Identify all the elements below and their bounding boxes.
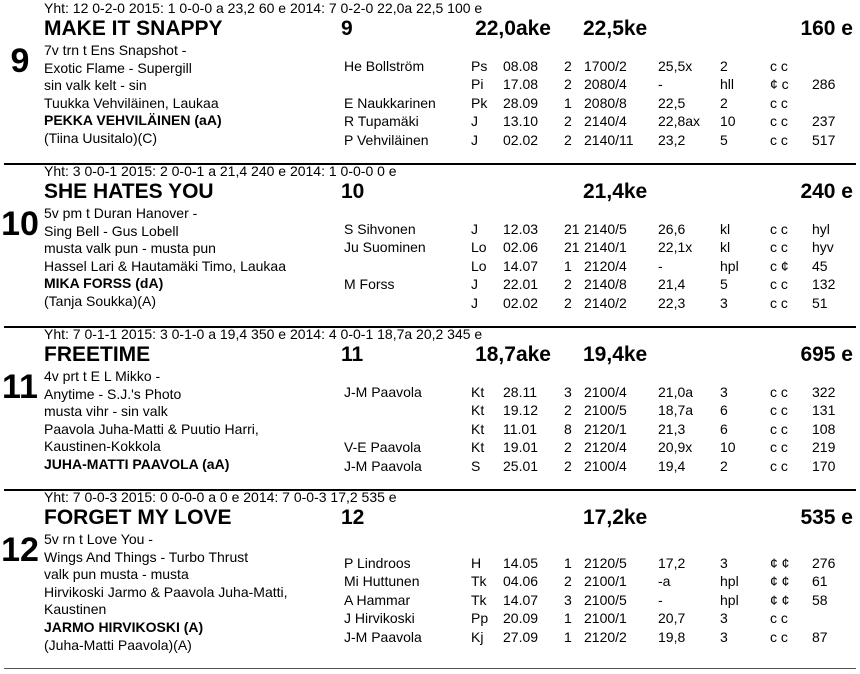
race-shoes: ¢ ¢ bbox=[770, 555, 790, 571]
start-number: 10 bbox=[341, 180, 365, 203]
info-line: Kaustinen-Kokkola bbox=[44, 438, 161, 455]
horse-entry bbox=[0, 326, 860, 488]
race-prize: 170 bbox=[812, 458, 836, 474]
race-distance: 2100/5 bbox=[584, 592, 627, 608]
race-time: 19,4 bbox=[658, 458, 686, 474]
start-number: 12 bbox=[341, 506, 365, 529]
info-line: 5v pm t Duran Hanover - bbox=[44, 205, 198, 221]
race-shoes: c c bbox=[770, 402, 788, 418]
race-place: 2 bbox=[720, 458, 728, 474]
race-distance: 1700/2 bbox=[584, 58, 627, 74]
race-start: 21 bbox=[564, 221, 580, 237]
race-date: 08.08 bbox=[503, 58, 539, 74]
race-distance: 2140/11 bbox=[584, 132, 634, 148]
race-shoes: c c bbox=[770, 458, 788, 474]
race-date: 22.01 bbox=[503, 276, 539, 292]
race-date: 12.03 bbox=[503, 221, 539, 237]
race-prize: 286 bbox=[812, 76, 836, 92]
race-time: - bbox=[658, 592, 663, 608]
race-track: Tk bbox=[471, 592, 487, 608]
race-prize: 322 bbox=[812, 384, 836, 400]
race-shoes: c c bbox=[770, 95, 788, 111]
race-place: 2 bbox=[720, 58, 728, 74]
race-place: 6 bbox=[720, 402, 728, 418]
race-place: 10 bbox=[720, 113, 736, 129]
race-prize: 219 bbox=[812, 439, 836, 455]
race-track: J bbox=[471, 221, 478, 237]
race-time: 26,6 bbox=[658, 221, 686, 237]
record-best: 17,2ke bbox=[583, 506, 648, 529]
race-distance: 2100/4 bbox=[584, 458, 627, 474]
race-time: 18,7a bbox=[658, 402, 694, 418]
race-start: 8 bbox=[564, 421, 572, 437]
record-auto: 22,0ake bbox=[475, 17, 551, 40]
race-track: S bbox=[471, 458, 481, 474]
race-place: hpl bbox=[720, 573, 739, 589]
race-track: Kt bbox=[471, 402, 485, 418]
race-shoes: ¢ ¢ bbox=[770, 592, 790, 608]
race-start: 3 bbox=[564, 592, 572, 608]
race-shoes: c c bbox=[770, 132, 788, 148]
big-start-number: 12 bbox=[1, 531, 39, 569]
race-distance: 2100/5 bbox=[584, 402, 627, 418]
race-start: 1 bbox=[564, 258, 572, 274]
career-stats: Yht: 12 0-2-0 2015: 1 0-0-0 a 23,2 60 e 2014: 7 0-2-0 22,0a 22,5 100 e bbox=[44, 0, 483, 16]
race-date: 28.11 bbox=[503, 384, 537, 400]
race-start: 2 bbox=[564, 58, 572, 74]
race-date: 02.06 bbox=[503, 239, 539, 255]
race-distance: 2120/4 bbox=[584, 258, 627, 274]
info-line: valk pun musta - musta bbox=[44, 566, 189, 583]
race-date: 19.01 bbox=[503, 439, 539, 455]
horse-info bbox=[44, 205, 286, 311]
record-auto: 18,7ake bbox=[475, 343, 551, 366]
race-place: 3 bbox=[720, 555, 728, 571]
info-line: musta valk pun - musta pun bbox=[44, 240, 216, 257]
race-track: Kt bbox=[471, 421, 485, 437]
career-stats: Yht: 7 0-1-1 2015: 3 0-1-0 a 19,4 350 e 2014: 4 0-0-1 18,7a 20,2 345 e bbox=[44, 326, 483, 342]
big-start-number: 9 bbox=[10, 42, 30, 80]
info-line: Paavola Juha-Matti & Puutio Harri, bbox=[44, 420, 259, 437]
race-driver: Ju Suominen bbox=[344, 239, 426, 255]
info-line: Wings And Things - Turbo Thrust bbox=[44, 548, 249, 565]
race-place: 3 bbox=[720, 295, 728, 311]
info-line: Anytime - S.J.'s Photo bbox=[44, 385, 182, 402]
race-distance: 2120/5 bbox=[584, 555, 627, 571]
race-date: 02.02 bbox=[503, 132, 539, 148]
info-line: Sing Bell - Gus Lobell bbox=[44, 222, 179, 239]
race-date: 14.07 bbox=[503, 592, 539, 608]
info-line: 4v prt t E L Mikko - bbox=[44, 368, 161, 384]
race-driver: P Lindroos bbox=[344, 555, 411, 571]
big-start-number: 10 bbox=[1, 205, 39, 243]
race-driver: E Naukkarinen bbox=[344, 95, 436, 111]
race-time: 21,3 bbox=[658, 421, 686, 437]
race-date: 17.08 bbox=[503, 76, 539, 92]
info-line: 5v rn t Love You - bbox=[44, 531, 153, 547]
race-distance: 2080/4 bbox=[584, 76, 627, 92]
info-line: 7v trn t Ens Snapshot - bbox=[44, 42, 187, 58]
race-shoes: c c bbox=[770, 421, 788, 437]
race-start: 1 bbox=[564, 610, 572, 626]
race-shoes: c c bbox=[770, 439, 788, 455]
race-driver: He Bollström bbox=[344, 58, 425, 74]
race-shoes: ¢ ¢ bbox=[770, 573, 790, 589]
race-driver: J Hirvikoski bbox=[344, 610, 415, 626]
race-time: 22,5 bbox=[658, 95, 686, 111]
race-prize: hyl bbox=[812, 221, 830, 237]
horse-info bbox=[44, 368, 259, 474]
horse-name: FORGET MY LOVE bbox=[44, 506, 232, 529]
race-prize: 51 bbox=[812, 295, 828, 311]
race-start: 2 bbox=[564, 76, 572, 92]
race-date: 13.10 bbox=[503, 113, 539, 129]
info-line: Hirvikoski Jarmo & Paavola Juha-Matti, bbox=[44, 583, 288, 600]
race-time: - bbox=[658, 76, 663, 92]
race-start: 1 bbox=[564, 555, 572, 571]
race-date: 19.12 bbox=[503, 402, 539, 418]
race-time: 17,2 bbox=[658, 555, 686, 571]
race-distance: 2100/4 bbox=[584, 384, 627, 400]
race-shoes: c ¢ bbox=[770, 258, 789, 274]
race-time: 20,9x bbox=[658, 439, 693, 455]
race-place: 6 bbox=[720, 421, 728, 437]
race-start: 2 bbox=[564, 132, 572, 148]
earnings: 535 e bbox=[800, 506, 853, 529]
race-track: Ps bbox=[471, 58, 488, 74]
info-line: Tuukka Vehviläinen, Laukaa bbox=[44, 94, 219, 111]
race-driver: Mi Huttunen bbox=[344, 573, 420, 589]
race-distance: 2120/4 bbox=[584, 439, 627, 455]
race-track: Pi bbox=[471, 76, 484, 92]
race-prize: 132 bbox=[812, 276, 836, 292]
race-distance: 2140/2 bbox=[584, 295, 627, 311]
horse-entry bbox=[0, 0, 860, 162]
race-place: hll bbox=[720, 76, 735, 92]
info-line: Hassel Lari & Hautamäki Timo, Laukaa bbox=[44, 257, 286, 274]
race-shoes: c c bbox=[770, 113, 788, 129]
race-distance: 2100/1 bbox=[584, 610, 627, 626]
race-track: Kt bbox=[471, 439, 485, 455]
race-driver: J-M Paavola bbox=[344, 384, 422, 400]
race-distance: 2100/1 bbox=[584, 573, 627, 589]
race-shoes: c c bbox=[770, 58, 788, 74]
race-driver: M Forss bbox=[344, 276, 395, 292]
earnings: 160 e bbox=[800, 17, 853, 40]
race-driver: J-M Paavola bbox=[344, 629, 422, 645]
info-line: Exotic Flame - Supergill bbox=[44, 59, 192, 76]
race-place: 3 bbox=[720, 610, 728, 626]
race-start: 2 bbox=[564, 458, 572, 474]
race-track: H bbox=[471, 555, 482, 571]
info-line: (Tanja Soukka)(A) bbox=[44, 292, 157, 309]
race-prize: 276 bbox=[812, 555, 836, 571]
start-number: 11 bbox=[341, 343, 364, 366]
entry-divider bbox=[4, 668, 856, 669]
start-number: 9 bbox=[341, 17, 353, 40]
info-line: (Tiina Uusitalo)(C) bbox=[44, 129, 158, 146]
race-date: 02.02 bbox=[503, 295, 539, 311]
race-prize: 131 bbox=[812, 402, 836, 418]
race-shoes: c c bbox=[770, 610, 788, 626]
race-time: 22,3 bbox=[658, 295, 686, 311]
race-start: 2 bbox=[564, 402, 572, 418]
race-track: Kt bbox=[471, 384, 485, 400]
race-date: 04.06 bbox=[503, 573, 539, 589]
race-time: - bbox=[658, 258, 663, 274]
info-line: Kaustinen bbox=[44, 601, 107, 618]
career-stats: Yht: 3 0-0-1 2015: 2 0-0-1 a 21,4 240 e 2014: 1 0-0-0 0 e bbox=[44, 163, 397, 179]
info-line: musta vihr - sin valk bbox=[44, 403, 168, 420]
race-shoes: c c bbox=[770, 276, 788, 292]
race-place: 5 bbox=[720, 132, 728, 148]
race-distance: 2140/8 bbox=[584, 276, 627, 292]
race-time: 22,1x bbox=[658, 239, 693, 255]
race-date: 14.05 bbox=[503, 555, 539, 571]
race-time: 21,0a bbox=[658, 384, 694, 400]
race-place: kl bbox=[720, 239, 731, 255]
race-place: 3 bbox=[720, 629, 728, 645]
race-start: 3 bbox=[564, 384, 572, 400]
race-track: J bbox=[471, 132, 478, 148]
race-date: 11.01 bbox=[503, 421, 537, 437]
race-shoes: c c bbox=[770, 295, 788, 311]
race-prize: 517 bbox=[812, 132, 836, 148]
race-distance: 2140/5 bbox=[584, 221, 627, 237]
race-track: Pk bbox=[471, 95, 488, 111]
race-place: 10 bbox=[720, 439, 736, 455]
race-start: 2 bbox=[564, 113, 572, 129]
record-best: 22,5ke bbox=[583, 17, 648, 40]
race-prize: 45 bbox=[812, 258, 828, 274]
race-driver: J-M Paavola bbox=[344, 458, 422, 474]
career-stats: Yht: 7 0-0-3 2015: 0 0-0-0 a 0 e 2014: 7 0-0-3 17,2 535 e bbox=[44, 489, 397, 505]
horse-name: FREETIME bbox=[44, 343, 151, 366]
race-shoes: c c bbox=[770, 629, 788, 645]
race-place: hpl bbox=[720, 592, 739, 608]
record-best: 19,4ke bbox=[583, 343, 648, 366]
race-shoes: ¢ c bbox=[770, 76, 789, 92]
race-time: 23,2 bbox=[658, 132, 686, 148]
race-time: 21,4 bbox=[658, 276, 686, 292]
info-line: PEKKA VEHVILÄINEN (aA) bbox=[44, 112, 222, 129]
horse-info bbox=[44, 531, 288, 654]
race-distance: 2140/1 bbox=[584, 239, 627, 255]
race-time: 22,8ax bbox=[658, 113, 701, 129]
race-date: 27.09 bbox=[503, 629, 539, 645]
race-prize: 108 bbox=[812, 421, 836, 437]
race-start: 1 bbox=[564, 629, 572, 645]
race-place: kl bbox=[720, 221, 731, 237]
race-distance: 2120/2 bbox=[584, 629, 627, 645]
race-track: Lo bbox=[471, 258, 487, 274]
race-prize: hyv bbox=[812, 239, 834, 255]
race-track: Tk bbox=[471, 573, 487, 589]
race-track: J bbox=[471, 295, 478, 311]
race-start: 2 bbox=[564, 276, 572, 292]
race-driver: A Hammar bbox=[344, 592, 411, 608]
race-time: 19,8 bbox=[658, 629, 686, 645]
race-driver: P Vehviläinen bbox=[344, 132, 429, 148]
race-date: 25.01 bbox=[503, 458, 539, 474]
race-time: 20,7 bbox=[658, 610, 686, 626]
race-start: 21 bbox=[564, 239, 580, 255]
info-line: JARMO HIRVIKOSKI (A) bbox=[44, 618, 204, 635]
horse-info bbox=[44, 42, 222, 148]
info-line: MIKA FORSS (dA) bbox=[44, 275, 164, 292]
race-shoes: c c bbox=[770, 221, 788, 237]
race-driver: R Tupamäki bbox=[344, 113, 419, 129]
race-place: 3 bbox=[720, 384, 728, 400]
race-track: J bbox=[471, 276, 478, 292]
race-date: 20.09 bbox=[503, 610, 539, 626]
big-start-number: 11 bbox=[2, 368, 38, 406]
entry-divider bbox=[4, 489, 856, 491]
race-prize: 237 bbox=[812, 113, 836, 129]
entry-divider bbox=[4, 163, 856, 165]
info-line: sin valk kelt - sin bbox=[44, 77, 147, 94]
race-driver: S Sihvonen bbox=[344, 221, 416, 237]
horse-entry bbox=[0, 489, 860, 651]
record-best: 21,4ke bbox=[583, 180, 648, 203]
race-date: 14.07 bbox=[503, 258, 539, 274]
entry-divider bbox=[4, 326, 856, 328]
race-track: Pp bbox=[471, 610, 489, 626]
race-start: 2 bbox=[564, 573, 572, 589]
horse-entry bbox=[0, 163, 860, 325]
race-start: 1 bbox=[564, 95, 572, 111]
race-track: Lo bbox=[471, 239, 487, 255]
horse-name: MAKE IT SNAPPY bbox=[44, 17, 223, 40]
race-distance: 2080/8 bbox=[584, 95, 627, 111]
race-place: 2 bbox=[720, 95, 728, 111]
race-shoes: c c bbox=[770, 239, 788, 255]
race-prize: 61 bbox=[812, 573, 828, 589]
race-prize: 87 bbox=[812, 629, 828, 645]
race-distance: 2120/1 bbox=[584, 421, 627, 437]
race-start: 2 bbox=[564, 439, 572, 455]
horse-name: SHE HATES YOU bbox=[44, 180, 214, 203]
race-distance: 2140/4 bbox=[584, 113, 627, 129]
earnings: 240 e bbox=[800, 180, 853, 203]
race-time: 25,5x bbox=[658, 58, 693, 74]
race-driver: V-E Paavola bbox=[344, 439, 422, 455]
race-track: Kj bbox=[471, 629, 484, 645]
race-track: J bbox=[471, 113, 478, 129]
info-line: JUHA-MATTI PAAVOLA (aA) bbox=[44, 455, 230, 472]
info-line: (Juha-Matti Paavola)(A) bbox=[44, 636, 192, 653]
race-prize: 58 bbox=[812, 592, 828, 608]
race-shoes: c c bbox=[770, 384, 788, 400]
race-date: 28.09 bbox=[503, 95, 539, 111]
earnings: 695 e bbox=[800, 343, 853, 366]
race-place: hpl bbox=[720, 258, 739, 274]
race-start: 2 bbox=[564, 295, 572, 311]
race-time: -a bbox=[658, 573, 671, 589]
race-place: 5 bbox=[720, 276, 728, 292]
